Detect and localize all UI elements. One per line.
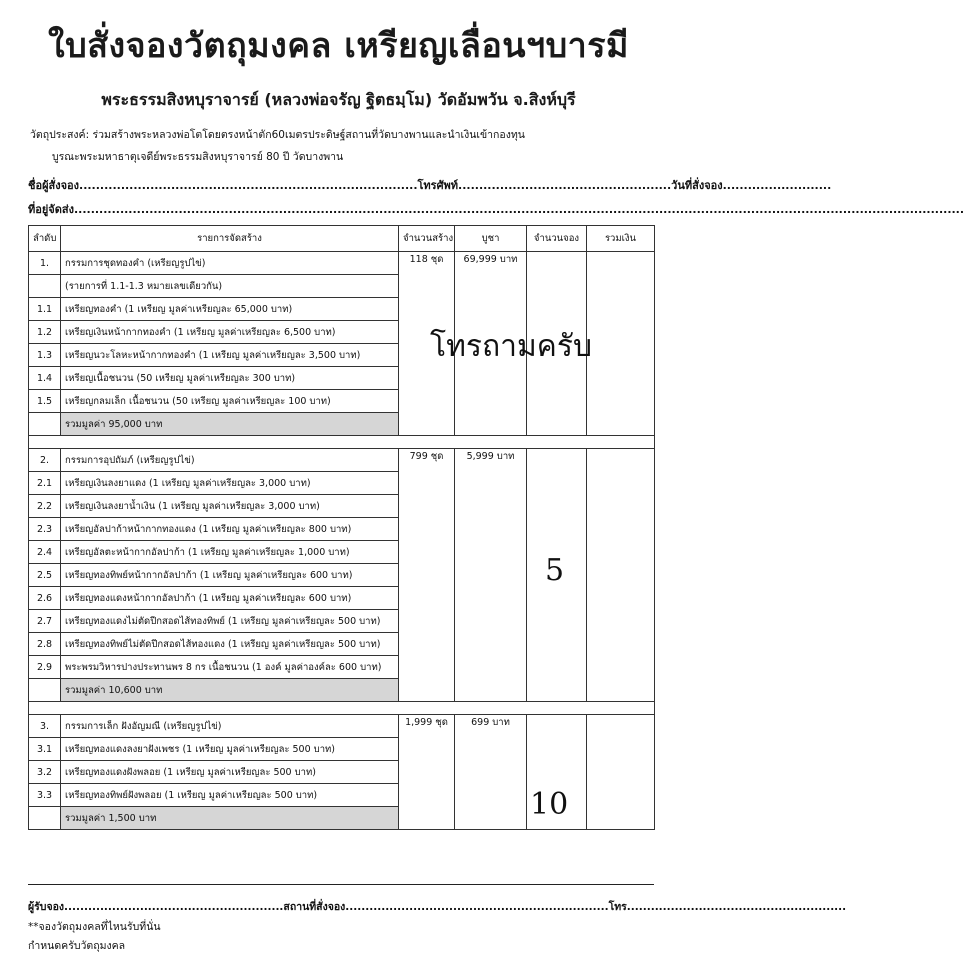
row-no: 2.1 [29, 472, 61, 495]
group1-qty: 118 ชุด [399, 252, 455, 436]
group1-sum-cell[interactable] [587, 252, 655, 436]
item-name: เหรียญทองคำ (1 เหรียญ มูลค่าเหรียญละ 65,000 บาท) [61, 298, 399, 321]
item-name: เหรียญอัลตะหน้ากากอัลปาก้า (1 เหรียญ มูลค่าเหรียญละ 1,000 บาท) [61, 541, 399, 564]
footer-note-1: **จองวัตถุมงคลที่ไหนรับที่นั่น [28, 921, 161, 933]
group2-sum-cell[interactable] [587, 449, 655, 702]
item-name: เหรียญทองแดงลงยาฝังเพชร (1 เหรียญ มูลค่าเหรียญละ 500 บาท) [61, 738, 399, 761]
row-no: 3.3 [29, 784, 61, 807]
row-no: 2.8 [29, 633, 61, 656]
footer-note-2: กำหนดครับวัตถุมงคล [28, 940, 126, 952]
address-field[interactable]: ที่อยู่จัดส่ง..................................................................................................................................................................................................................... [28, 203, 964, 216]
item-name: เหรียญทองทิพย์ฝังพลอย (1 เหรียญ มูลค่าเหรียญละ 500 บาท) [61, 784, 399, 807]
handwritten-ask: โทรถามครับ [430, 329, 593, 364]
row-no: 2.7 [29, 610, 61, 633]
group2-qty: 799 ชุด [399, 449, 455, 702]
group2-price: 5,999 บาท [455, 449, 527, 702]
item-name: เหรียญเงินลงยาแดง (1 เหรียญ มูลค่าเหรียญละ 3,000 บาท) [61, 472, 399, 495]
row-no: 3.2 [29, 761, 61, 784]
item-name: เหรียญเงินลงยาน้ำเงิน (1 เหรียญ มูลค่าเหรียญละ 3,000 บาท) [61, 495, 399, 518]
group1-price: 69,999 บาท [455, 252, 527, 436]
row-no: 1.3 [29, 344, 61, 367]
table-row [29, 449, 655, 472]
order-table [28, 225, 655, 830]
row-no: 1.2 [29, 321, 61, 344]
col-header-price: บูชา [455, 226, 527, 252]
item-name: เหรียญทองแดงฝังพลอย (1 เหรียญ มูลค่าเหรียญละ 500 บาท) [61, 761, 399, 784]
row-no: 2.5 [29, 564, 61, 587]
item-name: เหรียญทองทิพย์ไม่ตัดปีกสอดไส้ทองแดง (1 เหรียญ มูลค่าเหรียญละ 500 บาท) [61, 633, 399, 656]
group-total: รวมมูลค่า 1,500 บาท [61, 807, 399, 830]
row-no: 3.1 [29, 738, 61, 761]
row-no: 2.2 [29, 495, 61, 518]
footer-divider [28, 884, 654, 885]
row-no: 2.6 [29, 587, 61, 610]
row-no: 2.4 [29, 541, 61, 564]
table-row [29, 715, 655, 738]
row-no: 3. [29, 715, 61, 738]
purpose-text [30, 124, 660, 168]
group-note: (รายการที่ 1.1-1.3 หมายเลขเดียวกัน) [61, 275, 399, 298]
row-no: 2. [29, 449, 61, 472]
col-header-sum: รวมเงิน [587, 226, 655, 252]
row-no: 1. [29, 252, 61, 275]
group3-sum-cell[interactable] [587, 715, 655, 830]
row-no: 2.3 [29, 518, 61, 541]
group-total: รวมมูลค่า 10,600 บาท [61, 679, 399, 702]
row-no: 2.9 [29, 656, 61, 679]
row-no: 1.1 [29, 298, 61, 321]
purpose-line-1: วัตถุประสงค์: ร่วมสร้างพระหลวงพ่อโตโดยตรงหน้าตัก60เมตรประดิษฐ์สถานที่วัดบางพานและนำเงินเข้ากองทุน [30, 129, 525, 141]
orderer-field[interactable]: ชื่อผู้สั่งจอง.................................................................................โทรศัพท์...................................................วันที่สั่งจอง.......................... [28, 179, 832, 192]
group-name: กรรมการเล็ก ฝังอัญมณี (เหรียญรูปไข่) [61, 715, 399, 738]
form-subtitle: พระธรรมสิงหบุราจารย์ (หลวงพ่อจรัญ ฐิตธมฺโม) วัดอัมพวัน จ.สิงห์บุรี [101, 90, 576, 109]
group3-qty: 1,999 ชุด [399, 715, 455, 830]
purpose-line-2: บูรณะพระมหาธาตุเจดีย์พระธรรมสิงหบุราจารย์ 80 ปี วัดบางพาน [52, 151, 344, 163]
col-header-reserve: จำนวนจอง [527, 226, 587, 252]
item-name: เหรียญกลมเล็ก เนื้อชนวน (50 เหรียญ มูลค่าเหรียญละ 100 บาท) [61, 390, 399, 413]
item-name: เหรียญเงินหน้ากากทองคำ (1 เหรียญ มูลค่าเหรียญละ 6,500 บาท) [61, 321, 399, 344]
item-name: เหรียญทองแดงหน้ากากอัลปาก้า (1 เหรียญ มูลค่าเหรียญละ 600 บาท) [61, 587, 399, 610]
table-header-row [29, 226, 655, 252]
item-name: เหรียญนวะโลหะหน้ากากทองคำ (1 เหรียญ มูลค่าเหรียญละ 3,500 บาท) [61, 344, 399, 367]
group3-price: 699 บาท [455, 715, 527, 830]
row-no: 1.5 [29, 390, 61, 413]
group-name: กรรมการชุดทองคำ (เหรียญรูปไข่) [61, 252, 399, 275]
item-name: เหรียญทองทิพย์หน้ากากอัลปาก้า (1 เหรียญ มูลค่าเหรียญละ 600 บาท) [61, 564, 399, 587]
handwritten-count-group2: 5 [545, 553, 565, 588]
col-header-item: รายการจัดสร้าง [61, 226, 399, 252]
col-header-qty: จำนวนสร้าง [399, 226, 455, 252]
item-name: เหรียญอัลปาก้าหน้ากากทองแดง (1 เหรียญ มูลค่าเหรียญละ 800 บาท) [61, 518, 399, 541]
item-name: พระพรมวิหารปางประทานพร 8 กร เนื้อชนวน (1 องค์ มูลค่าองค์ละ 600 บาท) [61, 656, 399, 679]
handwritten-count-group3: 10 [530, 787, 569, 822]
group-name: กรรมการอุปถัมภ์ (เหรียญรูปไข่) [61, 449, 399, 472]
group-total: รวมมูลค่า 95,000 บาท [61, 413, 399, 436]
table-row [29, 252, 655, 275]
form-title: ใบสั่งจองวัตถุมงคล เหรียญเลื่อนฯบารมี [48, 26, 629, 66]
receiver-field[interactable]: ผู้รับจอง.......................................................สถานที่สั่งจอง..................................................................โทร....................................................... [28, 901, 847, 913]
row-no: 1.4 [29, 367, 61, 390]
col-header-no: ลำดับ [29, 226, 61, 252]
item-name: เหรียญทองแดงไม่ตัดปีกสอดไส้ทองทิพย์ (1 เหรียญ มูลค่าเหรียญละ 500 บาท) [61, 610, 399, 633]
item-name: เหรียญเนื้อชนวน (50 เหรียญ มูลค่าเหรียญละ 300 บาท) [61, 367, 399, 390]
